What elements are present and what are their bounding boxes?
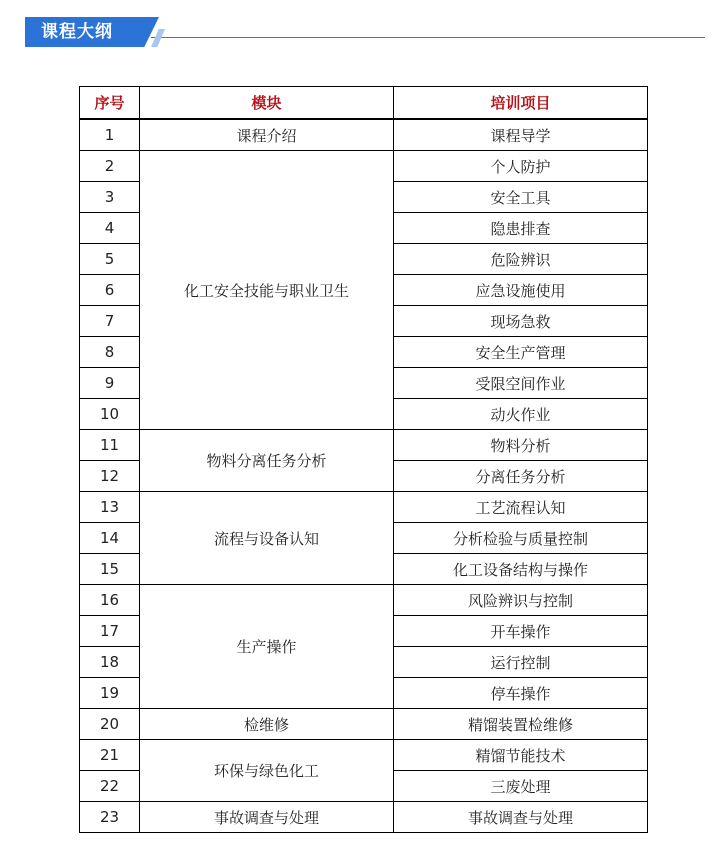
project-cell: 危险辨识: [394, 244, 648, 275]
course-outline-table: [79, 86, 648, 833]
row-number-cell: 21: [80, 740, 140, 771]
row-number-cell: 6: [80, 275, 140, 306]
row-number-cell: 5: [80, 244, 140, 275]
table-body: [80, 119, 648, 833]
row-number-cell: 9: [80, 368, 140, 399]
table-row: [80, 430, 648, 461]
project-cell: 停车操作: [394, 678, 648, 709]
row-number-cell: 22: [80, 771, 140, 802]
project-cell: 隐患排查: [394, 213, 648, 244]
module-cell: 检维修: [140, 709, 394, 740]
module-cell: 流程与设备认知: [140, 492, 394, 585]
row-number-cell: 8: [80, 337, 140, 368]
row-number-cell: 4: [80, 213, 140, 244]
row-number-cell: 12: [80, 461, 140, 492]
project-cell: 精馏装置检维修: [394, 709, 648, 740]
project-cell: 工艺流程认知: [394, 492, 648, 523]
table-row: [80, 740, 648, 771]
row-number-cell: 13: [80, 492, 140, 523]
table-row: [80, 585, 648, 616]
table-row: [80, 802, 648, 833]
project-cell: 课程导学: [394, 119, 648, 151]
table-header-row: [80, 87, 648, 120]
row-number-cell: 18: [80, 647, 140, 678]
row-number-cell: 10: [80, 399, 140, 430]
table-row: [80, 119, 648, 151]
project-cell: 个人防护: [394, 151, 648, 182]
row-number-cell: 2: [80, 151, 140, 182]
project-cell: 分析检验与质量控制: [394, 523, 648, 554]
header-tab-shadow: [151, 29, 165, 47]
project-cell: 风险辨识与控制: [394, 585, 648, 616]
project-cell: 精馏节能技术: [394, 740, 648, 771]
row-number-cell: 20: [80, 709, 140, 740]
project-cell: 运行控制: [394, 647, 648, 678]
module-cell: 生产操作: [140, 585, 394, 709]
module-cell: 事故调查与处理: [140, 802, 394, 833]
row-number-cell: 19: [80, 678, 140, 709]
table-row: [80, 492, 648, 523]
row-number-cell: 11: [80, 430, 140, 461]
module-cell: 课程介绍: [140, 119, 394, 151]
project-cell: 动火作业: [394, 399, 648, 430]
project-cell: 事故调查与处理: [394, 802, 648, 833]
project-cell: 安全生产管理: [394, 337, 648, 368]
header-cell-module: 模块: [140, 87, 394, 120]
module-cell: 物料分离任务分析: [140, 430, 394, 492]
row-number-cell: 15: [80, 554, 140, 585]
row-number-cell: 1: [80, 119, 140, 151]
row-number-cell: 17: [80, 616, 140, 647]
row-number-cell: 7: [80, 306, 140, 337]
project-cell: 安全工具: [394, 182, 648, 213]
table-row: [80, 709, 648, 740]
project-cell: 应急设施使用: [394, 275, 648, 306]
project-cell: 开车操作: [394, 616, 648, 647]
project-cell: 分离任务分析: [394, 461, 648, 492]
row-number-cell: 16: [80, 585, 140, 616]
section-title: 课程大纲: [41, 22, 113, 42]
project-cell: 物料分析: [394, 430, 648, 461]
project-cell: 三废处理: [394, 771, 648, 802]
section-header: [25, 17, 705, 47]
project-cell: 受限空间作业: [394, 368, 648, 399]
project-cell: 现场急救: [394, 306, 648, 337]
header-cell-project: 培训项目: [394, 87, 648, 120]
header-cell-number: 序号: [80, 87, 140, 120]
row-number-cell: 3: [80, 182, 140, 213]
row-number-cell: 14: [80, 523, 140, 554]
table-row: [80, 151, 648, 182]
header-divider: [151, 37, 705, 38]
module-cell: 环保与绿色化工: [140, 740, 394, 802]
module-cell: 化工安全技能与职业卫生: [140, 151, 394, 430]
row-number-cell: 23: [80, 802, 140, 833]
project-cell: 化工设备结构与操作: [394, 554, 648, 585]
